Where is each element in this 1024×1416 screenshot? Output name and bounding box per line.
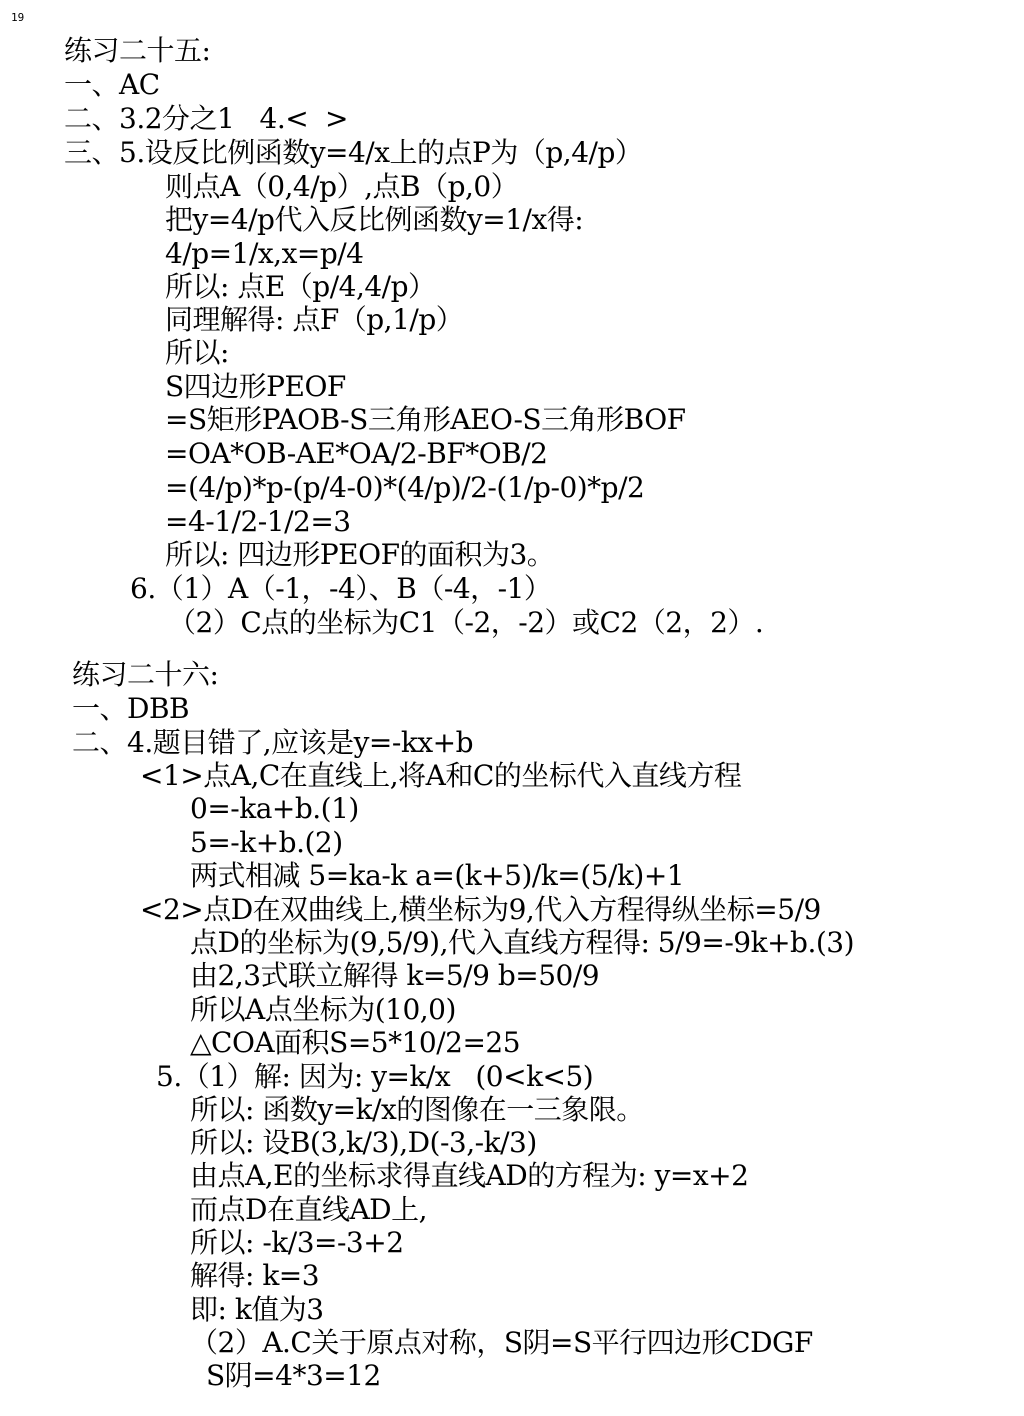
answer-line: 5=-k+b.(2) bbox=[190, 826, 343, 859]
answer-line: <2>点D在双曲线上,横坐标为9,代入方程得纵坐标=5/9 bbox=[140, 893, 821, 926]
answer-line: 由2,3式联立解得 k=5/9 b=50/9 bbox=[190, 959, 600, 992]
answer-line: △COA面积S=5*10/2=25 bbox=[190, 1026, 521, 1059]
answer-line: S阴=4*3=12 bbox=[206, 1359, 381, 1392]
answer-line: 一、AC bbox=[64, 68, 160, 101]
answer-line: 5.（1）解: 因为: y=k/x (0<k<5) bbox=[156, 1060, 594, 1093]
answer-line: 而点D在直线AD上, bbox=[190, 1193, 428, 1226]
answer-line: 即: k值为3 bbox=[190, 1293, 324, 1326]
heading-exercise-25: 练习二十五: bbox=[64, 34, 211, 67]
answer-line: 点D的坐标为(9,5/9),代入直线方程得: 5/9=-9k+b.(3) bbox=[190, 926, 855, 959]
answer-line: 所以A点坐标为(10,0) bbox=[190, 993, 456, 1026]
answer-line: 4/p=1/x,x=p/4 bbox=[165, 237, 364, 270]
answer-line: 两式相减 5=ka-k a=(k+5)/k=(5/k)+1 bbox=[190, 859, 685, 892]
answer-line: =OA*OB-AE*OA/2-BF*OB/2 bbox=[165, 437, 548, 470]
answer-line: 把y=4/p代入反比例函数y=1/x得: bbox=[165, 203, 584, 236]
answer-line: 所以: 四边形PEOF的面积为3。 bbox=[165, 538, 555, 571]
answer-line: 6.（1）A（-1，-4）、B（-4，-1） bbox=[130, 572, 552, 605]
answer-line: 所以: 设B(3,k/3),D(-3,-k/3) bbox=[190, 1126, 537, 1159]
answer-line: 所以: -k/3=-3+2 bbox=[190, 1226, 404, 1259]
page-number: 19 bbox=[11, 11, 25, 24]
answer-line: 则点A（0,4/p）,点B（p,0） bbox=[165, 170, 519, 203]
answer-line: =S矩形PAOB-S三角形AEO-S三角形BOF bbox=[165, 403, 686, 436]
answer-line: 所以: 点E（p/4,4/p） bbox=[165, 270, 436, 303]
answer-line: =(4/p)*p-(p/4-0)*(4/p)/2-(1/p-0)*p/2 bbox=[165, 471, 645, 504]
answer-line: （2）C点的坐标为C1（-2，-2）或C2（2，2）. bbox=[168, 606, 764, 639]
answer-line: 所以: bbox=[165, 336, 229, 369]
answer-line: 由点A,E的坐标求得直线AD的方程为: y=x+2 bbox=[190, 1159, 749, 1192]
answer-line: 同理解得: 点F（p,1/p） bbox=[165, 303, 464, 336]
answer-line: 0=-ka+b.(1) bbox=[190, 792, 359, 825]
answer-line: 三、5.设反比例函数y=4/x上的点P为（p,4/p） bbox=[64, 136, 643, 169]
answer-line: 解得: k=3 bbox=[190, 1259, 320, 1292]
heading-exercise-26: 练习二十六: bbox=[72, 658, 219, 691]
answer-line: <1>点A,C在直线上,将A和C的坐标代入直线方程 bbox=[140, 759, 742, 792]
answer-line: S四边形PEOF bbox=[165, 370, 346, 403]
answer-line: 一、DBB bbox=[72, 692, 190, 725]
answer-line: 二、4.题目错了,应该是y=-kx+b bbox=[72, 726, 473, 759]
answer-line: 所以: 函数y=k/x的图像在一三象限。 bbox=[190, 1093, 644, 1126]
answer-line: =4-1/2-1/2=3 bbox=[165, 505, 351, 538]
answer-line: （2）A.C关于原点对称，S阴=S平行四边形CDGF bbox=[190, 1326, 813, 1359]
answer-line: 二、3.2分之1 4.< > bbox=[64, 102, 348, 135]
